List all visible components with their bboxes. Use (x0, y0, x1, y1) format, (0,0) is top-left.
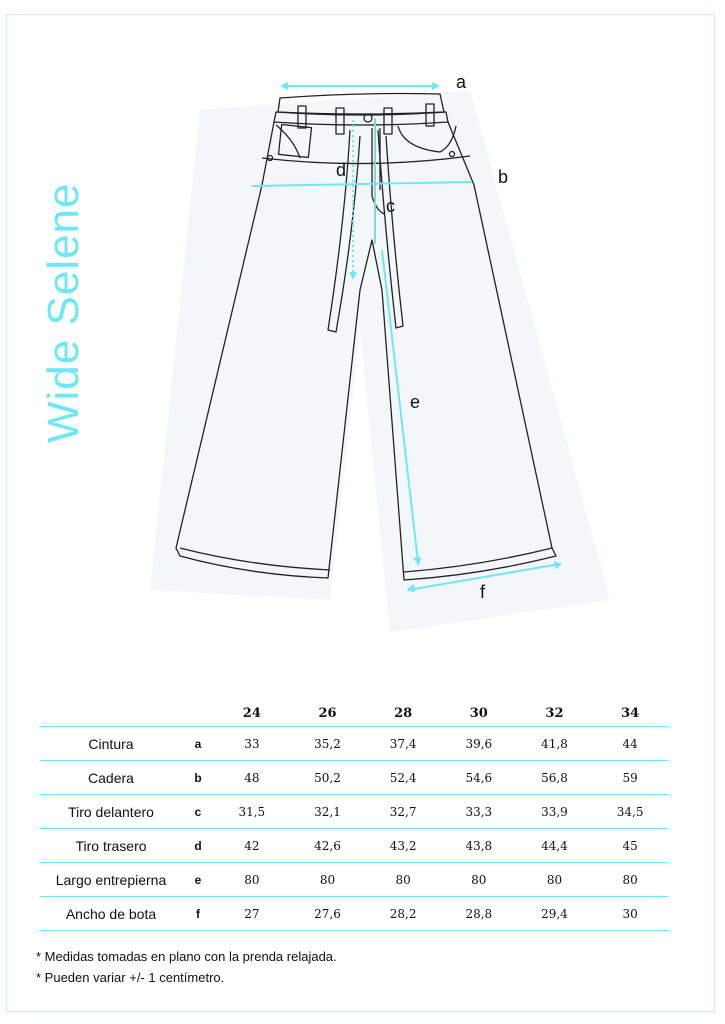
cell-value: 44 (592, 727, 668, 761)
table-row (40, 897, 668, 931)
cell-value: 28,2 (365, 897, 441, 931)
cell-value: 29,4 (517, 897, 593, 931)
cell-value: 80 (592, 863, 668, 897)
row-key: d (182, 829, 214, 863)
row-name: Tiro delantero (40, 795, 182, 829)
label-d: d (336, 160, 347, 180)
table-row (40, 761, 668, 795)
table-row (40, 795, 668, 829)
cell-value: 33,3 (441, 795, 517, 829)
header-name-spacer (40, 700, 182, 727)
cell-value: 80 (290, 863, 366, 897)
cell-value: 27,6 (290, 897, 366, 931)
cell-value: 31,5 (214, 795, 290, 829)
label-a: a (456, 72, 467, 92)
cell-value: 30 (592, 897, 668, 931)
cell-value: 35,2 (290, 727, 366, 761)
cell-value: 56,8 (517, 761, 593, 795)
row-key: e (182, 863, 214, 897)
footnotes (36, 946, 337, 988)
size-header: 30 (441, 700, 517, 727)
label-b: b (498, 167, 509, 187)
label-f: f (480, 582, 486, 602)
cell-value: 42 (214, 829, 290, 863)
cell-value: 54,6 (441, 761, 517, 795)
header-key-spacer (182, 700, 214, 727)
cell-value: 32,1 (290, 795, 366, 829)
size-header: 34 (592, 700, 668, 727)
row-name: Cadera (40, 761, 182, 795)
cell-value: 80 (441, 863, 517, 897)
size-table-header (40, 700, 668, 727)
row-key: c (182, 795, 214, 829)
cell-value: 33,9 (517, 795, 593, 829)
cell-value: 43,8 (441, 829, 517, 863)
label-e: e (410, 392, 421, 412)
cell-value: 80 (517, 863, 593, 897)
size-table (40, 700, 668, 931)
cell-value: 32,7 (365, 795, 441, 829)
row-key: b (182, 761, 214, 795)
row-name: Cintura (40, 727, 182, 761)
row-name: Tiro trasero (40, 829, 182, 863)
cell-value: 39,6 (441, 727, 517, 761)
size-header: 26 (290, 700, 366, 727)
cell-value: 37,4 (365, 727, 441, 761)
cell-value: 42,6 (290, 829, 366, 863)
row-name: Largo entrepierna (40, 863, 182, 897)
cell-value: 34,5 (592, 795, 668, 829)
row-key: f (182, 897, 214, 931)
cell-value: 33 (214, 727, 290, 761)
size-header: 28 (365, 700, 441, 727)
cell-value: 80 (214, 863, 290, 897)
table-row (40, 863, 668, 897)
size-header: 32 (517, 700, 593, 727)
cell-value: 48 (214, 761, 290, 795)
cell-value: 45 (592, 829, 668, 863)
table-row (40, 727, 668, 761)
size-header: 24 (214, 700, 290, 727)
footnote: * Pueden variar +/- 1 centímetro. (36, 970, 225, 985)
row-key: a (182, 727, 214, 761)
cell-value: 52,4 (365, 761, 441, 795)
label-c: c (386, 196, 395, 216)
cell-value: 50,2 (290, 761, 366, 795)
table-row (40, 829, 668, 863)
row-name: Ancho de bota (40, 897, 182, 931)
footnote: * Medidas tomadas en plano con la prenda relajada. (36, 949, 337, 964)
cell-value: 44,4 (517, 829, 593, 863)
product-title: Wide Selene (39, 182, 88, 443)
cell-value: 28,8 (441, 897, 517, 931)
cell-value: 41,8 (517, 727, 593, 761)
cell-value: 80 (365, 863, 441, 897)
cell-value: 59 (592, 761, 668, 795)
cell-value: 27 (214, 897, 290, 931)
cell-value: 43,2 (365, 829, 441, 863)
